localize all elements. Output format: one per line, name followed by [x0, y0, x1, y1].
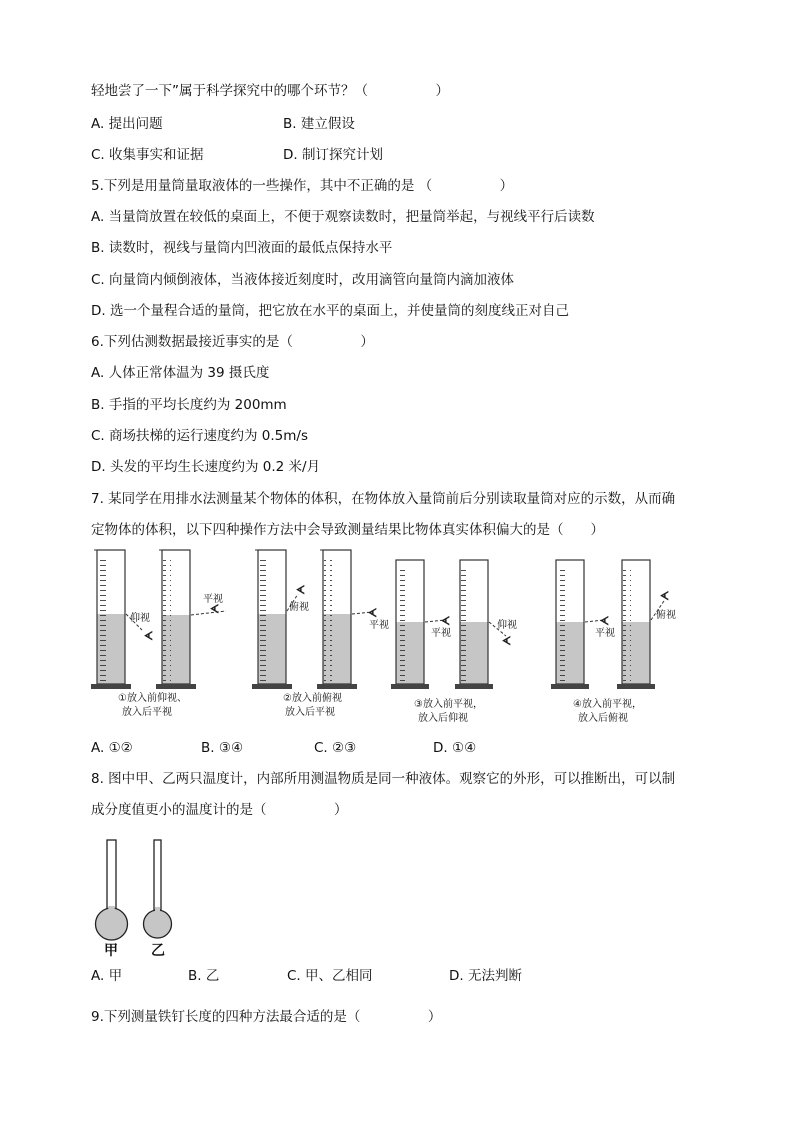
q6-option-b: B. 手指的平均长度约为 200mm [91, 397, 287, 413]
eye-icon: ᗉ [441, 614, 450, 628]
eye-icon: ᗉ [210, 602, 219, 616]
q6-option-a: A. 人体正常体温为 39 摄氏度 [91, 365, 270, 381]
thermometer-label-yi: 乙 [151, 943, 165, 959]
q9-stem: 9.下列测量铁钉长度的四种方法最合适的是（ ） [91, 1009, 442, 1025]
q6-stem: 6.下列估测数据最接近事实的是（ ） [91, 334, 374, 350]
q8-option-c: C. 甲、乙相同 [287, 968, 373, 984]
q5-option-b: B. 读数时，视线与量筒内凹液面的最低点保持水平 [91, 240, 393, 256]
thermometer-label-jia: 甲 [104, 943, 118, 959]
q8-option-b: B. 乙 [188, 968, 220, 984]
label-fushi: 俯视 [656, 610, 676, 621]
label-yangshi: 仰视 [130, 613, 150, 624]
label-pingshi: 平视 [595, 628, 615, 639]
q4-option-a: A. 提出问题 [91, 116, 163, 132]
q7-stem-line2: 定物体的体积，以下四种操作方法中会导致测量结果比物体真实体积偏大的是（ ） [91, 522, 604, 538]
q4-option-c: C. 收集事实和证据 [91, 147, 204, 163]
q7-option-b: B. ③④ [201, 740, 244, 756]
eye-icon: ᗉ [502, 634, 511, 648]
label-pingshi: 平视 [369, 620, 389, 631]
q6-option-d: D. 头发的平均生长速度约为 0.2 米/月 [91, 459, 321, 475]
label-yangshi: 仰视 [497, 620, 517, 631]
label-pingshi: 平视 [203, 594, 223, 605]
q4-option-d: D. 制订探究计划 [283, 147, 383, 163]
eye-icon: ᗉ [368, 606, 377, 620]
q5-option-d: D. 选一个量程合适的量筒，把它放在水平的桌面上，并使量筒的刻度线正对自己 [91, 303, 569, 319]
q7-option-a: A. ①② [91, 740, 133, 756]
caption-2-line1: ②放入前俯视 [283, 693, 342, 704]
caption-2-line2: 放入后平视 [285, 707, 335, 718]
q5-stem: 5.下列是用量筒量取液体的一些操作，其中不正确的是 （ ） [91, 178, 514, 194]
thermometer-yi [144, 840, 172, 938]
q4-option-b: B. 建立假设 [283, 116, 355, 132]
caption-4-line1: ④放入前平视， [573, 699, 642, 710]
q8-stem-line1: 8. 图中甲、乙两只温度计，内部所用测温物质是同一种液体。观察它的外形，可以推断出，可以制 [91, 771, 676, 787]
eye-icon: ᗉ [144, 629, 153, 643]
q6-option-c: C. 商场扶梯的运行速度约为 0.5m/s [91, 428, 309, 444]
eye-icon: ᗉ [600, 614, 609, 628]
q5-option-a: A. 当量筒放置在较低的桌面上，不便于观察读数时，把量筒举起，与视线平行后读数 [91, 209, 595, 225]
q8-option-a: A. 甲 [91, 968, 123, 984]
caption-4-line2: 放入后俯视 [578, 713, 628, 724]
eye-icon: ᗉ [660, 589, 669, 603]
q7-stem-line1: 7. 某同学在用排水法测量某个物体的体积，在物体放入量筒前后分别读取量筒对应的示数，从而确 [91, 491, 676, 507]
thermometer-jia [96, 840, 128, 940]
caption-1-line1: ①放入前仰视、 [118, 693, 187, 704]
caption-3-line2: 放入后仰视 [418, 713, 468, 724]
q8-option-d: D. 无法判断 [449, 968, 522, 984]
label-pingshi: 平视 [431, 628, 451, 639]
q4-stem-continued: 轻地尝了一下”属于科学探究中的哪个环节？（ ） [91, 83, 449, 99]
q5-option-c: C. 向量筒内倾倒液体，当液体接近刻度时，改用滴管向量筒内滴加液体 [91, 272, 515, 288]
q7-option-c: C. ②③ [314, 740, 357, 756]
caption-1-line2: 放入后平视 [122, 707, 172, 718]
label-fushi: 俯视 [289, 602, 309, 613]
q7-option-d: D. ①④ [433, 740, 477, 756]
caption-3-line1: ③放入前平视， [414, 699, 483, 710]
q8-stem-line2: 成分度值更小的温度计的是（ ） [91, 802, 348, 818]
eye-icon: ᗉ [296, 583, 305, 597]
